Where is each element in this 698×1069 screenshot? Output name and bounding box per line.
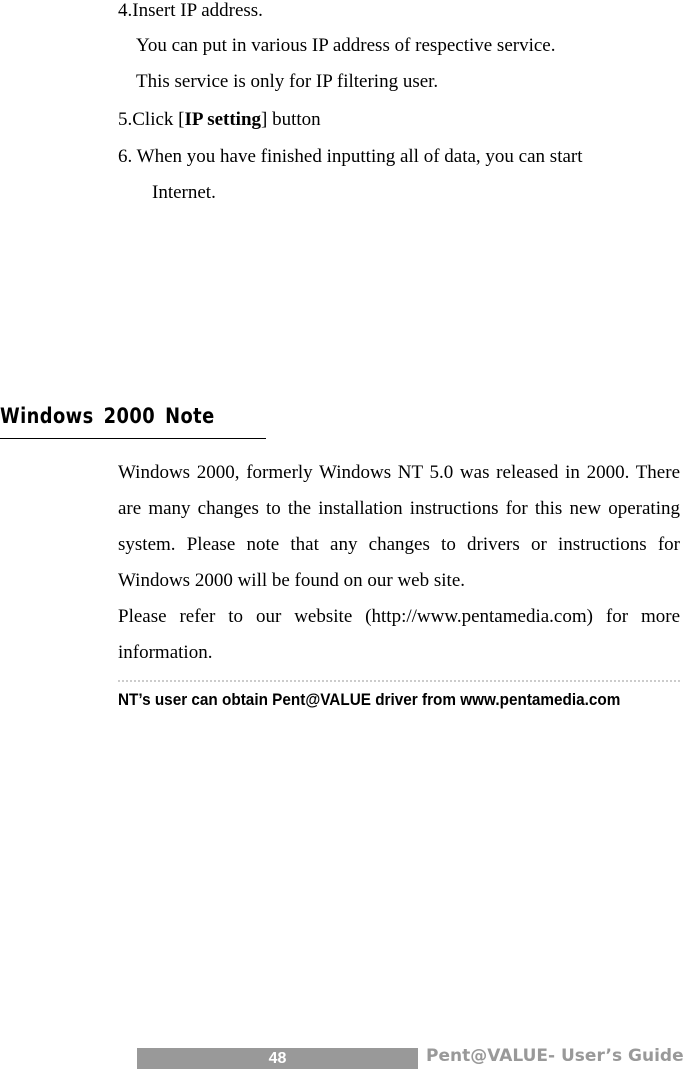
- step-4: 4.Insert IP address.: [118, 0, 263, 21]
- step-5-prefix: 5.Click [: [118, 109, 185, 130]
- step-4-detail-1: You can put in various IP address of respective service.: [136, 35, 556, 56]
- page-number: 48: [137, 1048, 418, 1069]
- step-4-detail-2: This service is only for IP filtering user.: [136, 71, 439, 92]
- step-5-button-name: IP setting: [184, 109, 262, 130]
- footer-guide-title: Pent@VALUE- User’s Guide: [426, 1046, 684, 1066]
- step-6-continued: Internet.: [152, 182, 216, 203]
- section-title: Windows 2000 Note: [0, 404, 215, 428]
- step-5-suffix: ] button: [261, 109, 321, 130]
- step-6: 6. When you have finished inputting all of data, you can start: [118, 146, 583, 167]
- title-underline: [0, 438, 266, 439]
- driver-note: NT’s user can obtain Pent@VALUE driver from www.pentamedia.com: [118, 690, 621, 709]
- paragraph-1: Windows 2000, formerly Windows NT 5.0 was released in 2000. There are many changes to the installation instructions for this new operating system. Please note that any changes to drivers or instructions for Windows 2000 will be found on our web site.: [118, 462, 680, 591]
- paragraph-2: Please refer to our website (http://www.pentamedia.com) for more information.: [118, 606, 680, 663]
- dotted-divider: [118, 680, 680, 682]
- step-5: [118, 109, 321, 131]
